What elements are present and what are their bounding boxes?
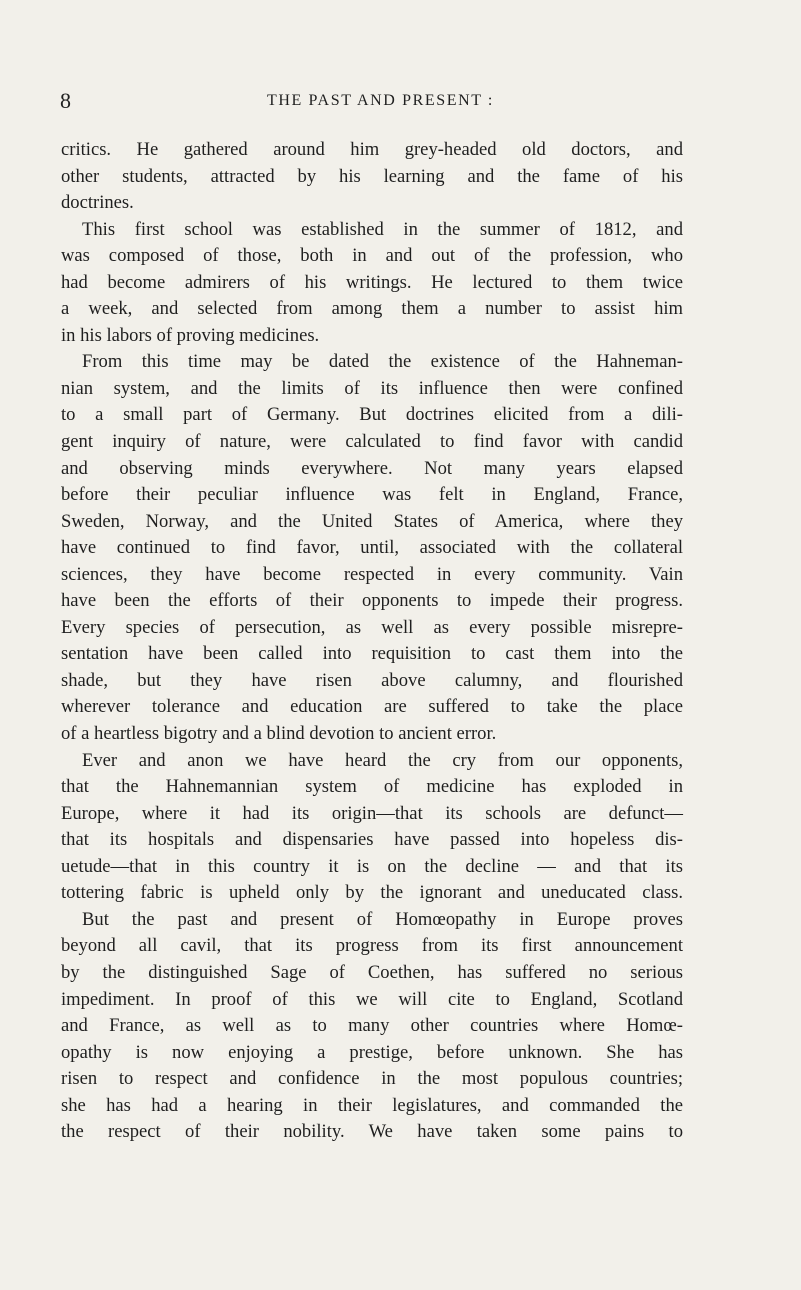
text-line: and France, as well as to many other countries where Homœ- — [61, 1015, 683, 1037]
text-line: Sweden, Norway, and the United States of America, where they — [61, 510, 683, 532]
text-line: had become admirers of his writings. He lectured to them twice — [61, 271, 683, 293]
text-line: have been the efforts of their opponents to impede their progress. — [61, 590, 683, 612]
text-line: of a heartless bigotry and a blind devotion to ancient error. — [61, 723, 497, 745]
text-line: the respect of their nobility. We have taken some pains to — [61, 1121, 683, 1143]
text-line: impediment. In proof of this we will cite to England, Scotland — [61, 988, 683, 1010]
running-head — [60, 86, 701, 116]
text-line: other students, attracted by his learning and the fame of his — [61, 165, 683, 187]
text-line: to a small part of Germany. But doctrines elicited from a dili- — [61, 404, 683, 426]
text-line: This first school was established in the summer of 1812, and — [82, 218, 683, 240]
text-line: gent inquiry of nature, were calculated to find favor with candid — [61, 431, 683, 453]
text-line: Every species of persecution, as well as every possible misrepre- — [61, 616, 683, 638]
text-line: that the Hahnemannian system of medicine has exploded in — [61, 776, 683, 798]
text-line: before their peculiar influence was felt in England, France, — [61, 484, 683, 506]
text-line: she has had a hearing in their legislatures, and commanded the — [61, 1094, 683, 1116]
text-line: uetude—that in this country it is on the decline — and that its — [61, 855, 683, 877]
text-line: beyond all cavil, that its progress from its first announcement — [61, 935, 683, 957]
text-line: But the past and present of Homœopathy in Europe proves — [82, 908, 683, 930]
text-line: a week, and selected from among them a number to assist him — [61, 298, 683, 320]
text-line: sciences, they have become respected in every community. Vain — [61, 563, 683, 585]
text-line: wherever tolerance and education are suffered to take the place — [61, 696, 683, 718]
text-line: critics. He gathered around him grey-headed old doctors, and — [61, 139, 683, 160]
text-line: tottering fabric is upheld only by the ignorant and uneducated class. — [61, 882, 683, 904]
text-line: that its hospitals and dispensaries have passed into hopeless dis- — [61, 829, 683, 851]
text-line: sentation have been called into requisition to cast them into the — [61, 643, 683, 665]
text-line: Ever and anon we have heard the cry from our opponents, — [82, 749, 683, 771]
page-number: 8 — [60, 88, 71, 113]
text-line: opathy is now enjoying a prestige, before unknown. She has — [61, 1041, 683, 1063]
text-line: was composed of those, both in and out of the profession, who — [61, 245, 683, 267]
text-line: in his labors of proving medicines. — [61, 324, 320, 346]
text-line: Europe, where it had its origin—that its schools are defunct— — [61, 802, 683, 824]
text-line: risen to respect and confidence in the most populous countries; — [61, 1068, 683, 1090]
text-line: by the distinguished Sage of Coethen, has suffered no serious — [61, 961, 683, 983]
text-line: have continued to find favor, until, associated with the collateral — [61, 537, 683, 559]
running-title: THE PAST AND PRESENT : — [267, 92, 494, 109]
text-line: From this time may be dated the existence of the Hahneman- — [82, 351, 683, 373]
text-line: and observing minds everywhere. Not many years elapsed — [61, 457, 683, 479]
body-text — [61, 137, 683, 1146]
text-line: shade, but they have risen above calumny, and flourished — [61, 669, 683, 691]
text-line: nian system, and the limits of its influence then were confined — [61, 377, 683, 399]
text-line: doctrines. — [61, 192, 134, 214]
